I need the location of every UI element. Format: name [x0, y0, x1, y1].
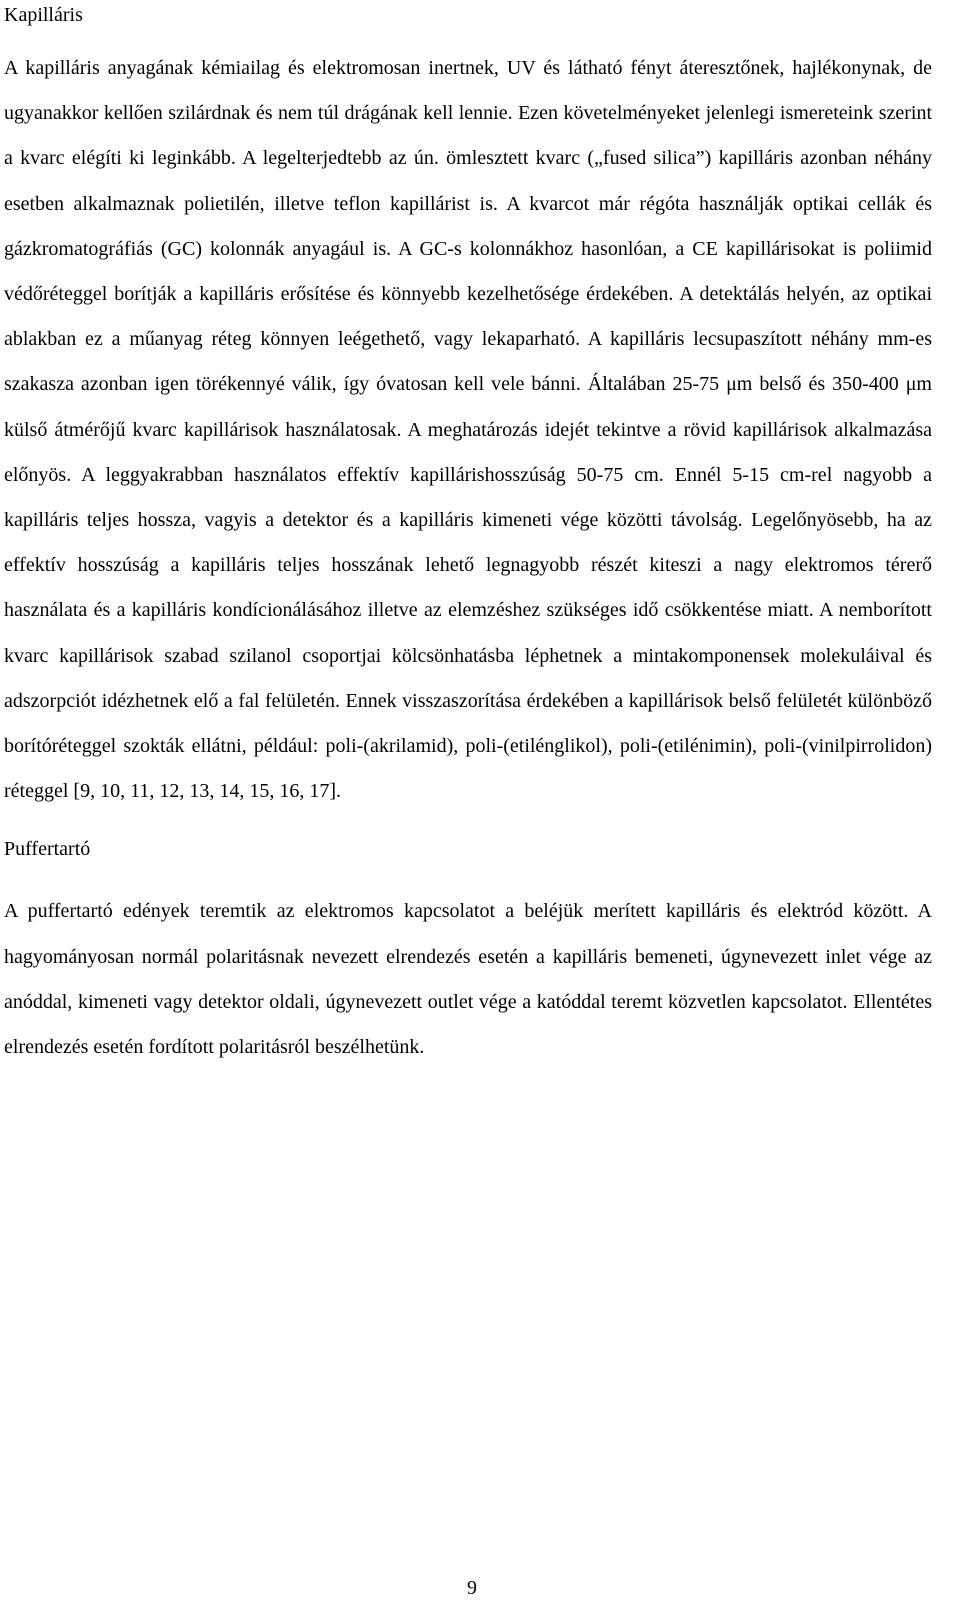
section-heading-kapillaris: Kapilláris	[4, 4, 83, 26]
section-paragraph-kapillaris: A kapilláris anyagának kémiailag és elektromosan inertnek, UV és látható fényt áteresztőnek, hajlékonynak, de ugyanakkor kellően szilárdnak és nem túl drágának kell lennie. Ezen követelményeket jelenlegi ismereteink szerint a kvarc elégíti ki leginkább. A legelterjedtebb az ún. ömlesztett kvarc („fused silica”) kapilláris azonban néhány esetben alkalmaznak polietilén, illetve teflon kapillárist is. A kvarcot már régóta használják optikai cellák és gázkromatográfiás (GC) kolonnák anyagául is. A GC-s kolonnákhoz hasonlóan, a CE kapillárisokat is poliimid védőréteggel borítják a kapilláris erősítése és könnyebb kezelhetősége érdekében. A detektálás helyén, az optikai ablakban ez a műanyag réteg könnyen leégethető, vagy lekaparható. A kapilláris lecsupaszított néhány mm-es szakasza azonban igen törékennyé válik, így óvatosan kell vele bánni. Általában 25-75 μm belső és 350-400 μm külső átmérőjű kvarc kapillárisok használatosak. A meghatározás idejét tekintve a rövid kapillárisok alkalmazása előnyös. A leggyakrabban használatos effektív kapillárishosszúság 50-75 cm. Ennél 5-15 cm-rel nagyobb a kapilláris teljes hossza, vagyis a detektor és a kapilláris kimeneti vége közötti távolság. Legelőnyösebb, ha az effektív hosszúság a kapilláris teljes hosszának lehető legnagyobb részét kiteszi a nagy elektromos térerő használata és a kapilláris kondícionálásához illetve az elemzéshez szükséges idő csökkentése miatt. A nemborított kvarc kapillárisok szabad szilanol csoportjai kölcsönhatásba léphetnek a mintakomponensek molekuláival és adszorpciót idézhetnek elő a fal felületén. Ennek visszaszorítása érdekében a kapillárisok belső felületét különböző borítóréteggel szokták ellátni, például: poli-(akrilamid), poli-(etilénglikol), poli-(etilénimin), poli-(vinilpirrolidon) réteggel [9, 10, 11, 12, 13, 14, 15, 16, 17].	[4, 57, 932, 803]
page-number: 9	[467, 1577, 477, 1599]
section-heading-puffertarto: Puffertartó	[4, 838, 91, 861]
section-paragraph-puffertarto: A puffertartó edények teremtik az elektromos kapcsolatot a beléjük merített kapilláris és elektród között. A hagyományosan normál polaritásnak nevezett elrendezés esetén a kapilláris bemeneti, úgynevezett inlet vége az anóddal, kimeneti vagy detektor oldali, úgynevezett outlet vége a katóddal teremt közvetlen kapcsolatot. Ellentétes elrendezés esetén fordított polaritásról beszélhetünk.	[4, 900, 932, 1059]
document-page	[4, 0, 932, 1070]
